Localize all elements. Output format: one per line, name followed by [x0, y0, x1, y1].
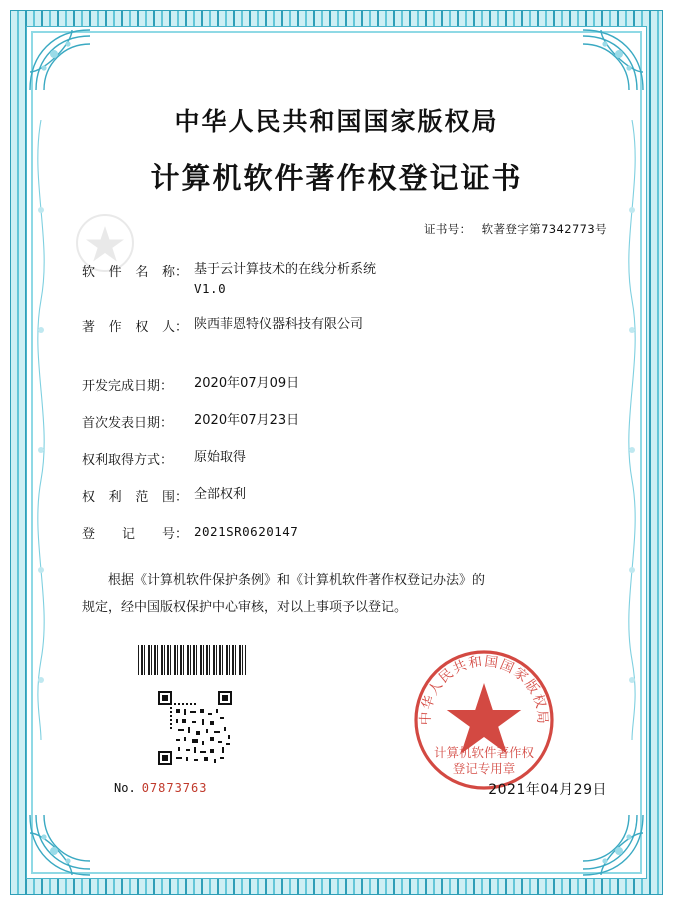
field-label: 开发完成日期：: [82, 378, 174, 394]
footer-area: [48, 639, 625, 849]
field-row: [82, 375, 625, 394]
software-version-value: V1.0: [194, 280, 227, 296]
certificate-content: [48, 44, 625, 861]
statement-line-2: 规定，经中国版权保护中心审核，对以上事项予以登记。: [82, 599, 408, 615]
field-row: [82, 449, 625, 468]
certificate-number-value: 软著登字第7342773号: [481, 222, 607, 236]
field-list: [48, 261, 625, 542]
field-label: 软 件 名 称：: [82, 265, 188, 280]
field-row: [82, 412, 625, 431]
page-subtitle: 计算机软件著作权登记证书: [150, 161, 523, 195]
statement-line-1: 根据《计算机软件保护条例》和《计算机软件著作权登记办法》的: [108, 572, 486, 588]
seal-top-text: 中华人民共和国国家版权局: [417, 653, 551, 726]
field-label: 著 作 权 人：: [82, 319, 188, 335]
field-row: [82, 523, 625, 542]
field-value: 2020年07月09日: [194, 375, 300, 391]
field-label: 权 利 范 围：: [82, 489, 188, 505]
field-label: 首次发表日期：: [82, 415, 174, 431]
field-row: [82, 486, 625, 505]
field-value: 2020年07月23日: [194, 412, 300, 428]
seal-line-2: 登记专用章: [452, 761, 516, 777]
spacer: [82, 353, 625, 375]
field-row: [82, 316, 625, 335]
field-value: 全部权利: [194, 486, 247, 502]
certificate-number-label: 证书号：: [423, 222, 472, 236]
official-seal: [411, 647, 557, 793]
serial-number: [114, 781, 207, 795]
field-value: [194, 316, 625, 335]
statement-paragraph: [48, 568, 625, 621]
field-row: [82, 261, 625, 298]
serial-label: No.: [114, 781, 136, 796]
field-value: 原始取得: [194, 449, 247, 465]
barcode-image: [138, 645, 246, 675]
registration-number-value: 2021SR0620147: [194, 523, 299, 539]
copyright-owner-value: 陕西菲恩特仪器科技有限公司: [194, 316, 364, 332]
field-value: [194, 261, 625, 298]
serial-value: 07873763: [141, 781, 208, 796]
issue-date: 2021年04月29日: [488, 782, 607, 799]
software-name-value: 基于云计算技术的在线分析系统: [194, 262, 377, 277]
seal-line-1: 计算机软件著作权: [433, 745, 535, 761]
field-label: 登 记 号：: [82, 526, 188, 542]
page-title: 中华人民共和国国家版权局: [174, 107, 499, 136]
field-label: 权利取得方式：: [82, 452, 174, 468]
certificate-number: [48, 221, 625, 237]
qr-code-image: [158, 691, 232, 765]
